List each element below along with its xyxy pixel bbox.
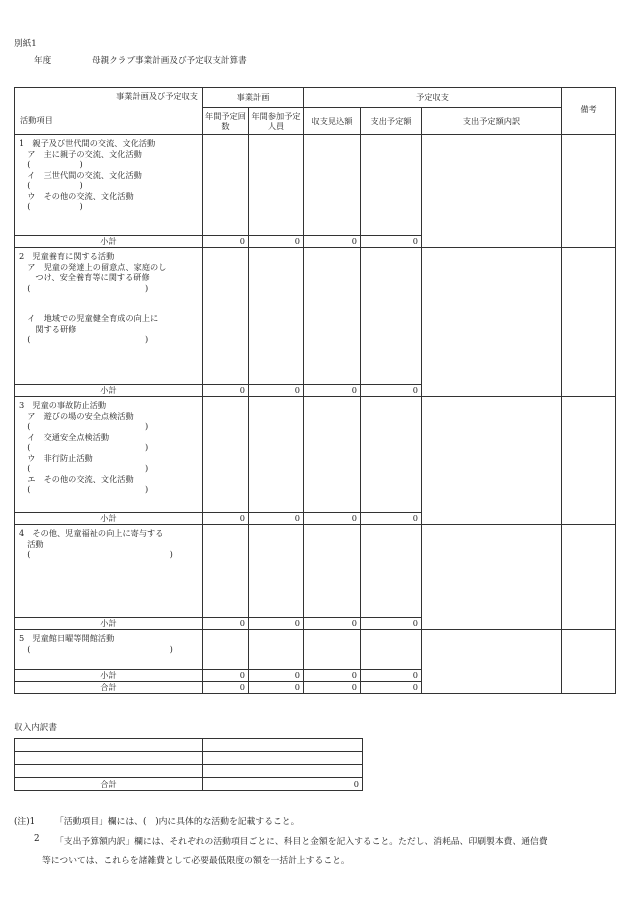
- cell[interactable]: [361, 525, 422, 618]
- subtotal-value: 0: [249, 618, 304, 630]
- cell[interactable]: [361, 630, 422, 670]
- document-title: 母親クラブ事業計画及び予定収支計算書: [92, 56, 247, 66]
- remarks-header: 備考: [562, 88, 616, 135]
- header-corner-cell: [15, 88, 203, 135]
- section-line: ウ その他の交流、文化活動: [19, 190, 134, 201]
- section-3-activities: [15, 397, 203, 513]
- expense-detail-cell[interactable]: [422, 525, 562, 630]
- expense-detail-cell[interactable]: [422, 135, 562, 248]
- cell[interactable]: [361, 248, 422, 385]
- section-2-activities: [15, 248, 203, 385]
- cell[interactable]: [203, 248, 249, 385]
- income-amount-cell[interactable]: [203, 739, 363, 752]
- expense-detail-header: 支出予定額内訳: [422, 108, 562, 135]
- section-line: 3 児童の事故防止活動: [19, 400, 107, 410]
- section-line: ア 遊びの場の安全点検活動: [19, 410, 134, 421]
- cell[interactable]: [249, 397, 304, 513]
- grand-total-value: 0: [361, 682, 422, 694]
- section-line: ( ): [19, 180, 83, 190]
- plan-header: 事業計画: [203, 88, 304, 108]
- year-label: 年度: [34, 56, 52, 66]
- cell[interactable]: [304, 248, 361, 385]
- section-line: ア 主に親子の交流、文化活動: [19, 148, 142, 159]
- cell[interactable]: [203, 525, 249, 618]
- remarks-cell[interactable]: [562, 135, 616, 248]
- grand-total-value: 0: [304, 682, 361, 694]
- section-line: ア 児童の発達上の留意点、家庭のし: [19, 261, 167, 272]
- section-line: ( ): [19, 442, 149, 452]
- section-line: ( ): [19, 334, 149, 344]
- cell[interactable]: [249, 248, 304, 385]
- income-item-cell[interactable]: [15, 752, 203, 765]
- annual-times-header: 年間予定回数: [203, 108, 249, 135]
- note-2-text-a: 「支出予算額内訳」欄には、それぞれの活動項目ごとに、科目と金額を記入すること。ただし、消耗品、印刷製本費、通信費: [55, 837, 548, 847]
- subtotal-value: 0: [361, 618, 422, 630]
- subtotal-label: 小計: [15, 513, 203, 525]
- subtotal-label: 小計: [15, 670, 203, 682]
- income-item-cell[interactable]: [15, 739, 203, 752]
- section-4-activities: [15, 525, 203, 618]
- budget-header: 予定収支: [304, 88, 562, 108]
- subtotal-value: 0: [249, 236, 304, 248]
- cell[interactable]: [304, 397, 361, 513]
- section-line: 1 親子及び世代間の交流、文化活動: [19, 138, 156, 148]
- note-1-text: 「活動項目」欄には、( )内に具体的な活動を記載すること。: [55, 817, 300, 827]
- subtotal-label: 小計: [15, 385, 203, 397]
- cell[interactable]: [304, 630, 361, 670]
- plan-budget-table: [14, 87, 616, 694]
- subtotal-value: 0: [304, 670, 361, 682]
- spacer: [19, 303, 202, 313]
- grand-total-value: 0: [249, 682, 304, 694]
- subtotal-label: 小計: [15, 618, 203, 630]
- note-2-text-b: 等については、これらを諸雑費として必要最低限度の額を一括計上すること。: [42, 856, 350, 866]
- section-5-activities: [15, 630, 203, 670]
- grand-total-label: 合計: [15, 682, 203, 694]
- subtotal-value: 0: [361, 236, 422, 248]
- cell[interactable]: [203, 630, 249, 670]
- subtotal-value: 0: [361, 670, 422, 682]
- subtotal-value: 0: [361, 385, 422, 397]
- income-total-label: 合計: [15, 778, 203, 791]
- section-line: エ その他の交流、文化活動: [19, 473, 134, 484]
- cell[interactable]: [203, 135, 249, 236]
- cell[interactable]: [361, 135, 422, 236]
- section-line: イ 地域での児童健全育成の向上に: [19, 313, 159, 323]
- expense-detail-cell[interactable]: [422, 397, 562, 525]
- section-line: ( ): [19, 549, 173, 559]
- subtotal-value: 0: [304, 236, 361, 248]
- section-line: ( ): [19, 159, 83, 169]
- section-line: 関する研修: [19, 323, 77, 334]
- section-line: 4 その他、児童福祉の向上に寄与する: [19, 528, 164, 538]
- expense-header: 支出予定額: [361, 108, 422, 135]
- subtotal-value: 0: [361, 513, 422, 525]
- section-line: ( ): [19, 282, 149, 293]
- section-line: 5 児童館日曜等開館活動: [19, 633, 115, 643]
- section-line: ( ): [19, 421, 149, 431]
- section-line: ( ): [19, 484, 149, 494]
- subtotal-value: 0: [203, 513, 249, 525]
- expense-detail-cell[interactable]: [422, 630, 562, 694]
- subtotal-value: 0: [249, 513, 304, 525]
- section-line: つけ、安全養育等に関する研修: [19, 272, 150, 282]
- subtotal-value: 0: [249, 385, 304, 397]
- section-1-activities: [15, 135, 203, 236]
- income-breakdown-table: [14, 738, 363, 791]
- subtotal-value: 0: [203, 670, 249, 682]
- subtotal-value: 0: [304, 385, 361, 397]
- subtotal-value: 0: [304, 513, 361, 525]
- cell[interactable]: [304, 525, 361, 618]
- corner-top-label: 事業計画及び予定収支: [116, 91, 198, 101]
- income-amount-cell[interactable]: [203, 765, 363, 778]
- spacer: [19, 293, 202, 303]
- income-breakdown-title: 収入内訳書: [14, 723, 57, 733]
- income-amount-cell[interactable]: [203, 752, 363, 765]
- section-line: イ 交通安全点検活動: [19, 431, 110, 442]
- note-2-prefix: 2: [34, 834, 40, 844]
- section-line: ( ): [19, 643, 173, 654]
- remarks-cell[interactable]: [562, 397, 616, 525]
- expense-detail-cell[interactable]: [422, 248, 562, 397]
- cell[interactable]: [361, 397, 422, 513]
- subtotal-value: 0: [203, 618, 249, 630]
- note-1-prefix: (注)1: [14, 817, 36, 827]
- cell[interactable]: [249, 525, 304, 618]
- section-line: 活動: [19, 538, 44, 549]
- subtotal-value: 0: [249, 670, 304, 682]
- section-line: ウ 非行防止活動: [19, 452, 93, 463]
- subtotal-value: 0: [304, 618, 361, 630]
- section-line: 2 児童養育に関する活動: [19, 251, 115, 261]
- corner-bottom-label: 活動項目: [20, 115, 53, 125]
- income-item-cell[interactable]: [15, 765, 203, 778]
- subtotal-value: 0: [203, 236, 249, 248]
- annual-participants-header: 年間参加予定人員: [249, 108, 304, 135]
- subtotal-value: 0: [203, 385, 249, 397]
- section-line: ( ): [19, 463, 149, 473]
- remarks-cell[interactable]: [562, 248, 616, 397]
- cell[interactable]: [203, 397, 249, 513]
- subtotal-label: 小計: [15, 236, 203, 248]
- remarks-cell[interactable]: [562, 525, 616, 630]
- income-header: 収支見込額: [304, 108, 361, 135]
- remarks-cell[interactable]: [562, 630, 616, 694]
- income-total-value: 0: [203, 778, 363, 791]
- section-line: ( ): [19, 201, 83, 211]
- attachment-label: 別紙1: [14, 39, 37, 49]
- grand-total-value: 0: [203, 682, 249, 694]
- cell[interactable]: [249, 630, 304, 670]
- cell[interactable]: [249, 135, 304, 236]
- cell[interactable]: [304, 135, 361, 236]
- section-line: イ 三世代間の交流、文化活動: [19, 169, 142, 180]
